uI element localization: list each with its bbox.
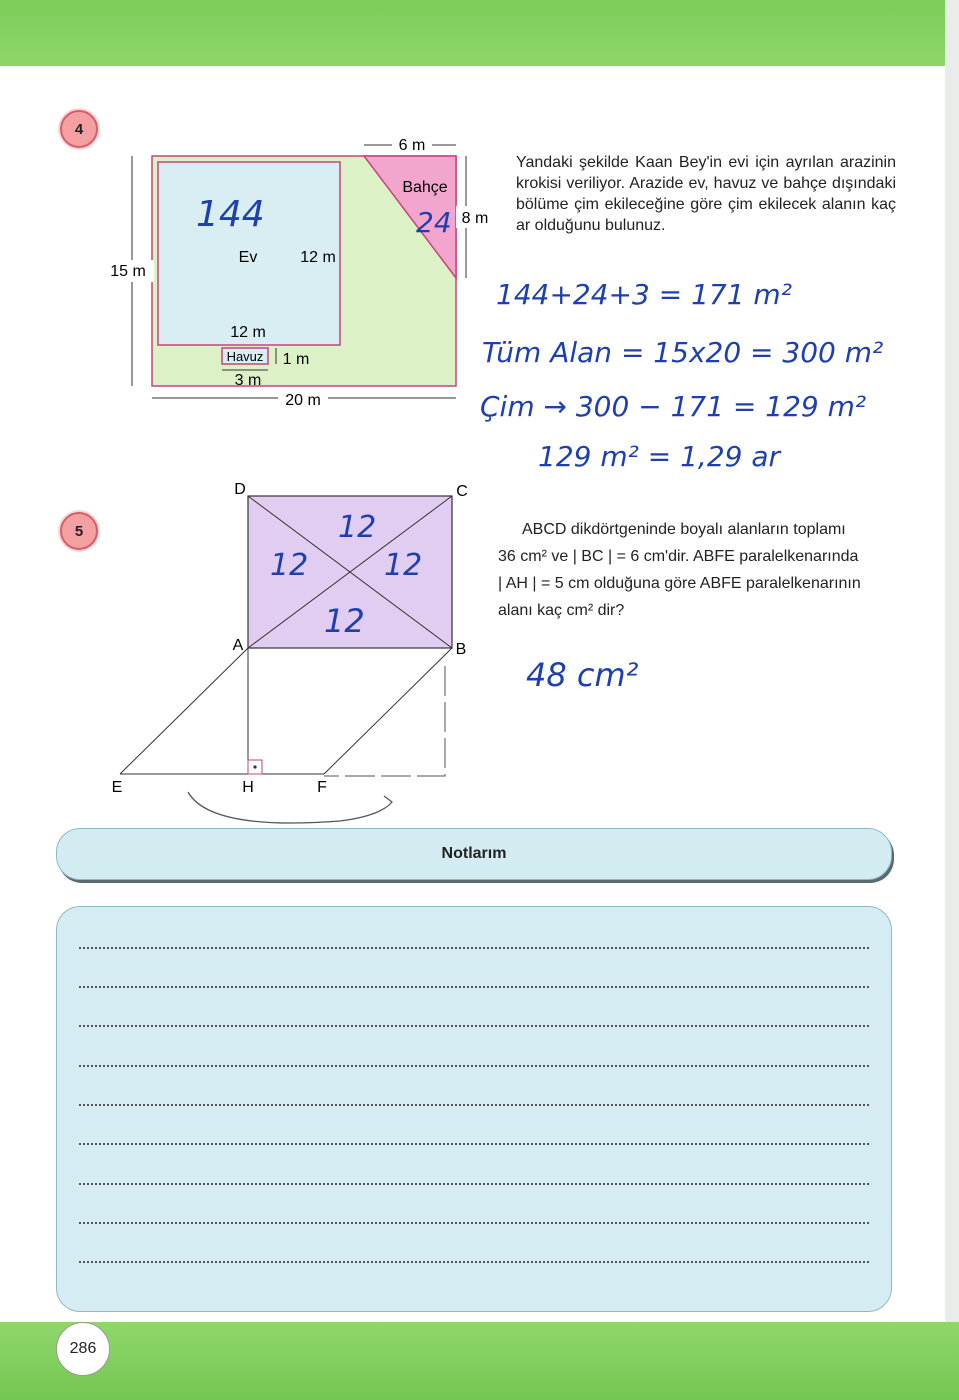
handwritten-top-12: 12 [338,510,377,545]
label-B: B [455,641,467,658]
page-edge-strip [945,0,959,1400]
note-line-8 [79,1222,869,1224]
dim-bottom-label: 20 m [285,392,321,409]
side-BF [324,648,452,774]
question-5-number: 5 [74,522,84,540]
note-line-9 [79,1261,869,1263]
notes-box[interactable] [56,906,892,1312]
handwritten-right-12: 12 [384,548,423,583]
pool-label: Havuz [226,349,264,364]
top-green-band [0,0,959,66]
garden-label: Bahçe [402,179,448,196]
question-4-figure [100,130,520,430]
question-4-text: Yandaki şekilde Kaan Bey'in evi için ayrılan arazinin krokisi veriliyor. Arazide ev, havuz ve bahçe dışındaki bölüme çim ekileceğine göre çim ekilecek alanın kaç ar olduğunu bulunuz. [516,154,896,234]
handwritten-garden-area: 24 [416,206,452,239]
question-5-badge [60,512,98,550]
handwritten-house-area: 144 [196,194,265,235]
note-line-1 [79,947,869,949]
handwritten-line-1: 144+24+3 = 171 m² [496,278,792,311]
handwritten-bottom-12: 12 [324,602,365,640]
label-F: F [317,779,327,796]
dim-left-label: 15 m [110,263,146,280]
handwritten-answer: 48 cm² [526,656,639,694]
house-bottom-label: 12 m [230,324,266,341]
notes-title: Notlarım [441,845,507,862]
label-H: H [242,779,254,796]
handwritten-arrow [188,792,392,823]
handwritten-dashed-line [324,666,445,776]
note-line-3 [79,1025,869,1027]
dim-right-label: 8 m [461,210,489,227]
handwritten-line-3: Çim → 300 − 171 = 129 m² [480,390,867,423]
label-A: A [232,637,244,654]
question-5-line-1: ABCD dikdörtgeninde boyalı alanların toplamı [522,521,846,538]
question-5-figure [100,476,500,836]
pool-height-label: 1 m [282,351,310,368]
question-4-number: 4 [74,120,84,138]
handwritten-left-12: 12 [270,548,309,583]
page-number-badge [56,1322,110,1376]
side-AE [120,648,248,774]
note-line-2 [79,986,869,988]
notes-title-bar [56,828,892,880]
label-D: D [234,481,246,498]
pool-width-label: 3 m [234,372,262,389]
question-5-line-4: alanı kaç cm² dir? [498,602,625,619]
question-4-badge [60,110,98,148]
house-label: Ev [238,249,258,266]
note-line-5 [79,1104,869,1106]
label-C: C [456,483,468,500]
page-number: 286 [69,1340,97,1357]
question-5-line-3: | AH | = 5 cm olduğuna göre ABFE paralelkenarının [498,575,861,592]
note-line-4 [79,1065,869,1067]
question-5-line-2: 36 cm² ve | BC | = 6 cm'dir. ABFE paralelkenarında [498,548,859,565]
handwritten-line-2: Tüm Alan = 15x20 = 300 m² [482,336,884,369]
label-E: E [111,779,123,796]
bottom-green-band [0,1322,959,1400]
note-line-7 [79,1183,869,1185]
note-line-6 [79,1143,869,1145]
question-5-text [498,516,898,624]
house-side-label: 12 m [300,249,336,266]
handwritten-line-4: 129 m² = 1,29 ar [538,440,781,473]
dim-top-label: 6 m [398,137,426,154]
